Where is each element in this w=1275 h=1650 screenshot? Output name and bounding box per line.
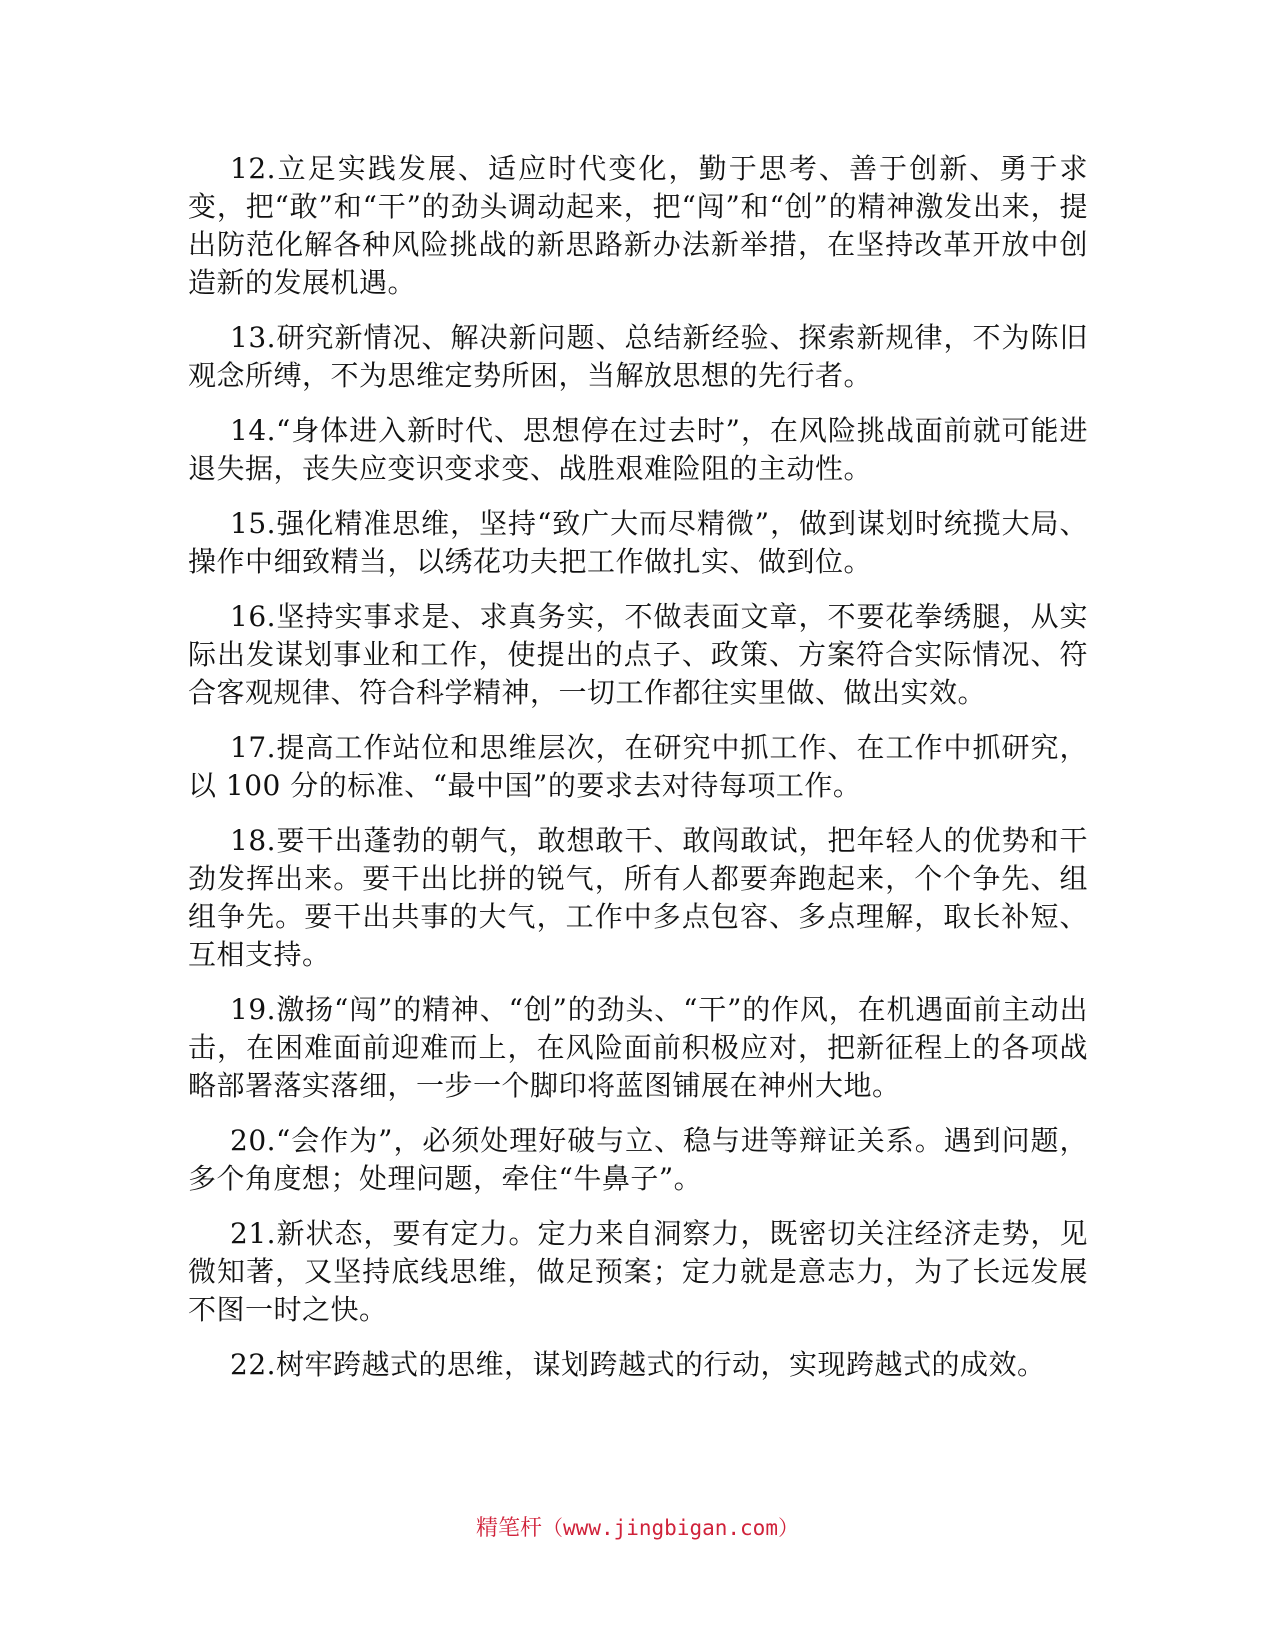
footer-url-link[interactable]: （www.jingbigan.com） (542, 1516, 799, 1540)
paragraph-13: 13.研究新情况、解决新问题、总结新经验、探索新规律，不为陈旧观念所缚，不为思维定势所困，当解放思想的先行者。 (188, 321, 1088, 392)
document-body (188, 150, 1088, 1401)
paragraph-18: 18.要干出蓬勃的朝气，敢想敢干、敢闯敢试，把年轻人的优势和干劲发挥出来。要干出比拼的锐气，所有人都要奔跑起来，个个争先、组组争先。要干出共事的大气，工作中多点包容、多点理解，取长补短、互相支持。 (188, 824, 1088, 971)
paragraph-15: 15.强化精准思维，坚持“致广大而尽精微”，做到谋划时统揽大局、操作中细致精当，以绣花功夫把工作做扎实、做到位。 (188, 507, 1088, 578)
paragraph-21: 21.新状态，要有定力。定力来自洞察力，既密切关注经济走势，见微知著，又坚持底线思维，做足预案；定力就是意志力，为了长远发展不图一时之快。 (188, 1217, 1088, 1326)
footer-site-name: 精笔杆 (476, 1516, 543, 1541)
paragraph-14: 14.“身体进入新时代、思想停在过去时”，在风险挑战面前就可能进退失据，丧失应变识变求变、战胜艰难险阻的主动性。 (188, 414, 1088, 485)
paragraph-20: 20.“会作为”，必须处理好破与立、稳与进等辩证关系。遇到问题，多个角度想；处理问题，牵住“牛鼻子”。 (188, 1124, 1088, 1195)
paragraph-22: 22.树牢跨越式的思维，谋划跨越式的行动，实现跨越式的成效。 (230, 1348, 1046, 1381)
paragraph-12: 12.立足实践发展、适应时代变化，勤于思考、善于创新、勇于求变，把“敢”和“干”的劲头调动起来，把“闯”和“创”的精神激发出来，提出防范化解各种风险挑战的新思路新办法新举措，在坚持改革开放中创造新的发展机遇。 (188, 152, 1088, 299)
paragraph-17: 17.提高工作站位和思维层次，在研究中抓工作、在工作中抓研究，以 100 分的标准、“最中国”的要求去对待每项工作。 (188, 731, 1088, 802)
paragraph-19: 19.激扬“闯”的精神、“创”的劲头、“干”的作风，在机遇面前主动出击，在困难面前迎难而上，在风险面前积极应对，把新征程上的各项战略部署落实落细，一步一个脚印将蓝图铺展在神州大地。 (188, 993, 1088, 1102)
page-footer (0, 1514, 1275, 1543)
paragraph-16: 16.坚持实事求是、求真务实，不做表面文章，不要花拳绣腿，从实际出发谋划事业和工作，使提出的点子、政策、方案符合实际情况、符合客观规律、符合科学精神，一切工作都往实里做、做出实效。 (188, 600, 1088, 709)
